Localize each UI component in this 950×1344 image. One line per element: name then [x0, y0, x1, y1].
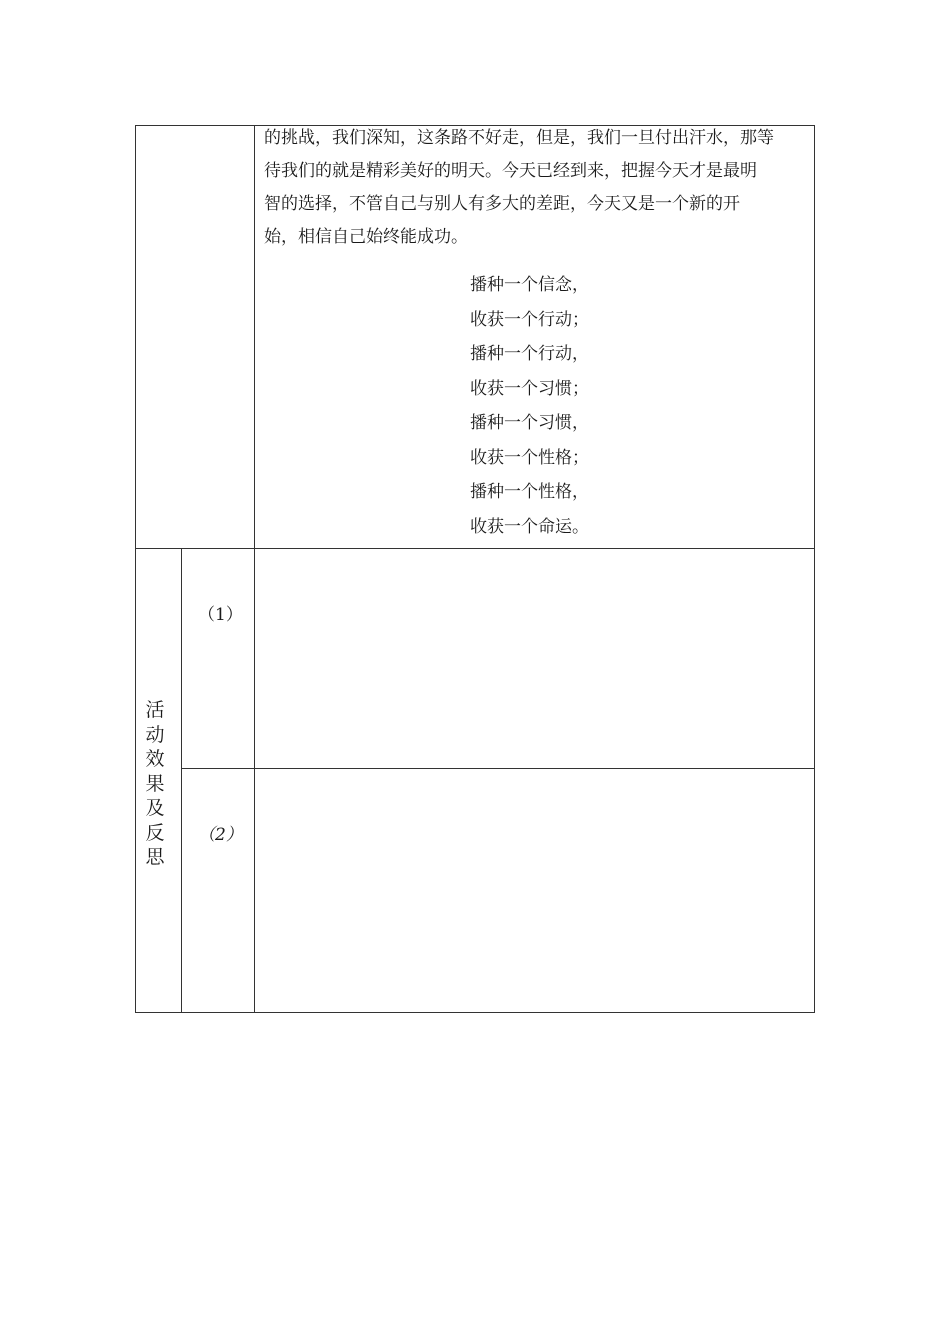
paragraph-line: 的挑战，我们深知，这条路不好走，但是，我们一旦付出汗水，那等: [264, 128, 774, 148]
paragraph-line: 待我们的就是精彩美好的明天。今天已经到来，把握今天才是最明: [264, 161, 757, 181]
poem-line: 播种一个信念，: [470, 275, 589, 295]
poem-line: 收获一个习惯；: [470, 378, 589, 399]
label-char: 果: [145, 772, 165, 795]
poem-line: 播种一个性格，: [470, 482, 589, 502]
item-2-content-cell[interactable]: [255, 769, 814, 1012]
item-2-label: （2）: [198, 825, 243, 845]
poem-line: 播种一个行动，: [470, 344, 589, 364]
poem-line: 收获一个命运。: [470, 516, 589, 537]
poem-line: 收获一个性格；: [470, 447, 589, 468]
reflection-section-label: [143, 698, 167, 870]
label-char: 效: [145, 748, 165, 770]
paragraph-line: 始，相信自己始终能成功。: [264, 227, 468, 247]
column-divider-label: [181, 548, 182, 1013]
label-char: 反: [145, 821, 165, 844]
label-char: 动: [145, 723, 165, 746]
label-char: 活: [145, 699, 165, 721]
poem-line: 播种一个习惯，: [470, 413, 589, 433]
item-1-content-cell[interactable]: [255, 549, 814, 768]
label-char: 思: [145, 846, 165, 868]
poem-line: 收获一个行动；: [470, 309, 589, 330]
body-paragraph: [264, 122, 808, 254]
poem: [470, 268, 589, 544]
label-char: 及: [145, 797, 165, 819]
paragraph-line: 智的选择，不管自己与别人有多大的差距，今天又是一个新的开: [264, 194, 740, 214]
item-1-label: （1）: [198, 605, 243, 625]
